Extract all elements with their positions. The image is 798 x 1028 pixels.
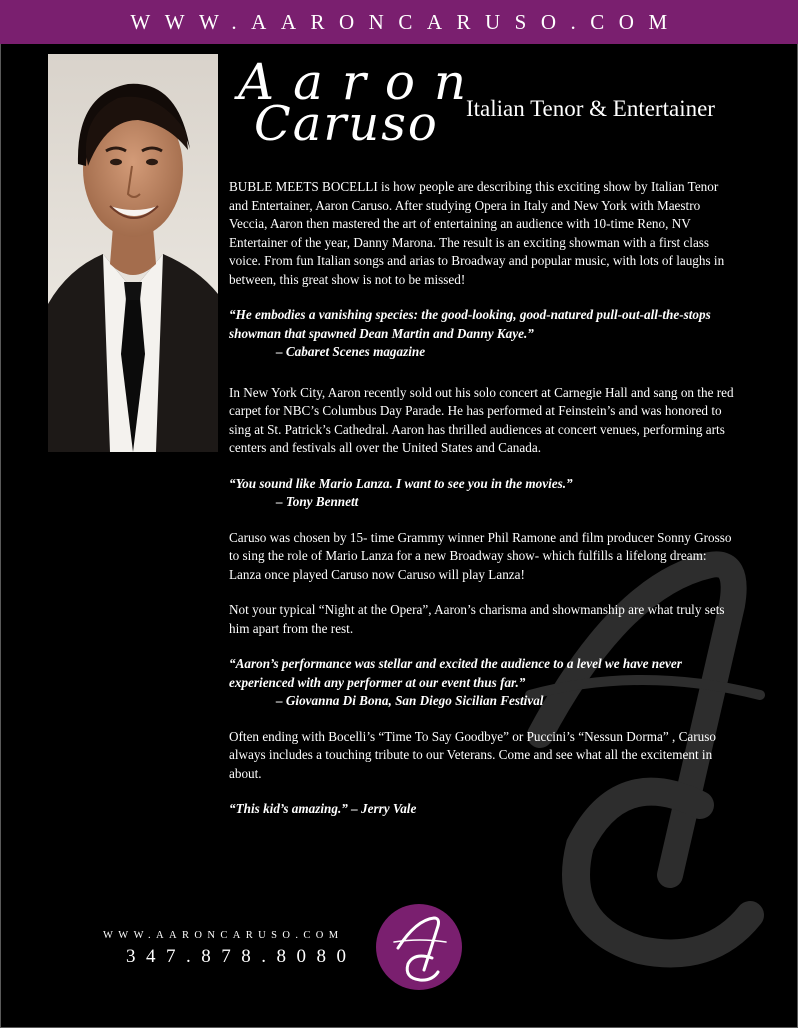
press-quote-tony-bennett	[229, 475, 739, 512]
performer-last-name: Caruso	[254, 96, 439, 152]
bio-paragraph-new-york: In New York City, Aaron recently sold out his solo concert at Carnegie Hall and sang on the red carpet for NBC’s Columbus Day Parade. He has performed at Feinstein’s and was honored to sing at St. Patrick’s Cathedral. Aaron has thrilled audiences at concert venues, performing arts centers and festivals all over the United States and Canada.	[229, 384, 734, 455]
quote-text: “You sound like Mario Lanza. I want to see you in the movies.”	[229, 475, 573, 491]
press-quote-jerry-vale: “This kid’s amazing.” – Jerry Vale	[229, 801, 417, 816]
quote-text: “He embodies a vanishing species: the good-looking, good-natured pull-out-all-the-stops showman that spawned Dean Martin and Danny Kaye.”	[229, 307, 711, 341]
press-quote-cabaret-scenes	[229, 306, 739, 362]
footer-phone-number[interactable]: 347.878.8080	[126, 946, 357, 967]
performer-portrait-photo	[48, 54, 218, 452]
header-band	[0, 0, 798, 44]
quote-attribution: – Tony Bennett	[276, 494, 359, 509]
bio-paragraph-intro: BUBLE MEETS BOCELLI is how people are describing this exciting show by Italian Tenor and Entertainer, Aaron Caruso. After studying Opera in Italy and New York with Maestro Veccia, Aaron then mastered the art of entertaining an audience with 10-time Reno, NV Entertainer of the year, Danny Marona. The result is an exciting showman with a first class voice. From fun Italian songs and arias to Broadway and popular music, with lots of laughs in between, this great show is not to be missed!	[229, 179, 725, 287]
header-website-url[interactable]: WWW.AARONCARUSO.COM	[130, 9, 682, 34]
press-quote-san-diego-festival	[229, 655, 739, 711]
quote-attribution: – Giovanna Di Bona, San Diego Sicilian Festival	[276, 693, 544, 708]
performer-tagline: Italian Tenor & Entertainer	[466, 96, 715, 121]
performer-first-name: Aaron	[238, 53, 486, 111]
bio-text-block	[229, 178, 739, 836]
bio-paragraph-lanza: Caruso was chosen by 15- time Grammy winner Phil Ramone and film producer Sonny Grosso to sing the role of Mario Lanza for a new Broadway show- which fulfills a lifelong dream: Lanza once played Caruso now Caruso will play Lanza!	[229, 529, 732, 582]
performer-name-script	[238, 52, 486, 152]
quote-text: “Aaron’s performance was stellar and excited the audience to a level we have never experienced with any performer at our event thus far.”	[229, 656, 682, 690]
quote-attribution: – Cabaret Scenes magazine	[276, 344, 426, 359]
bio-paragraph-charisma: Not your typical “Night at the Opera”, Aaron’s charisma and showmanship are what truly sets him apart from the rest.	[229, 602, 725, 636]
footer-website-url[interactable]: WWW.AARONCARUSO.COM	[103, 930, 344, 941]
ac-monogram-logo	[376, 904, 462, 990]
bio-paragraph-finale: Often ending with Bocelli’s “Time To Say Goodbye” or Puccini’s “Nessun Dorma” , Caruso always includes a touching tribute to our Veterans. Come and see what all the excitement in about.	[229, 728, 716, 781]
